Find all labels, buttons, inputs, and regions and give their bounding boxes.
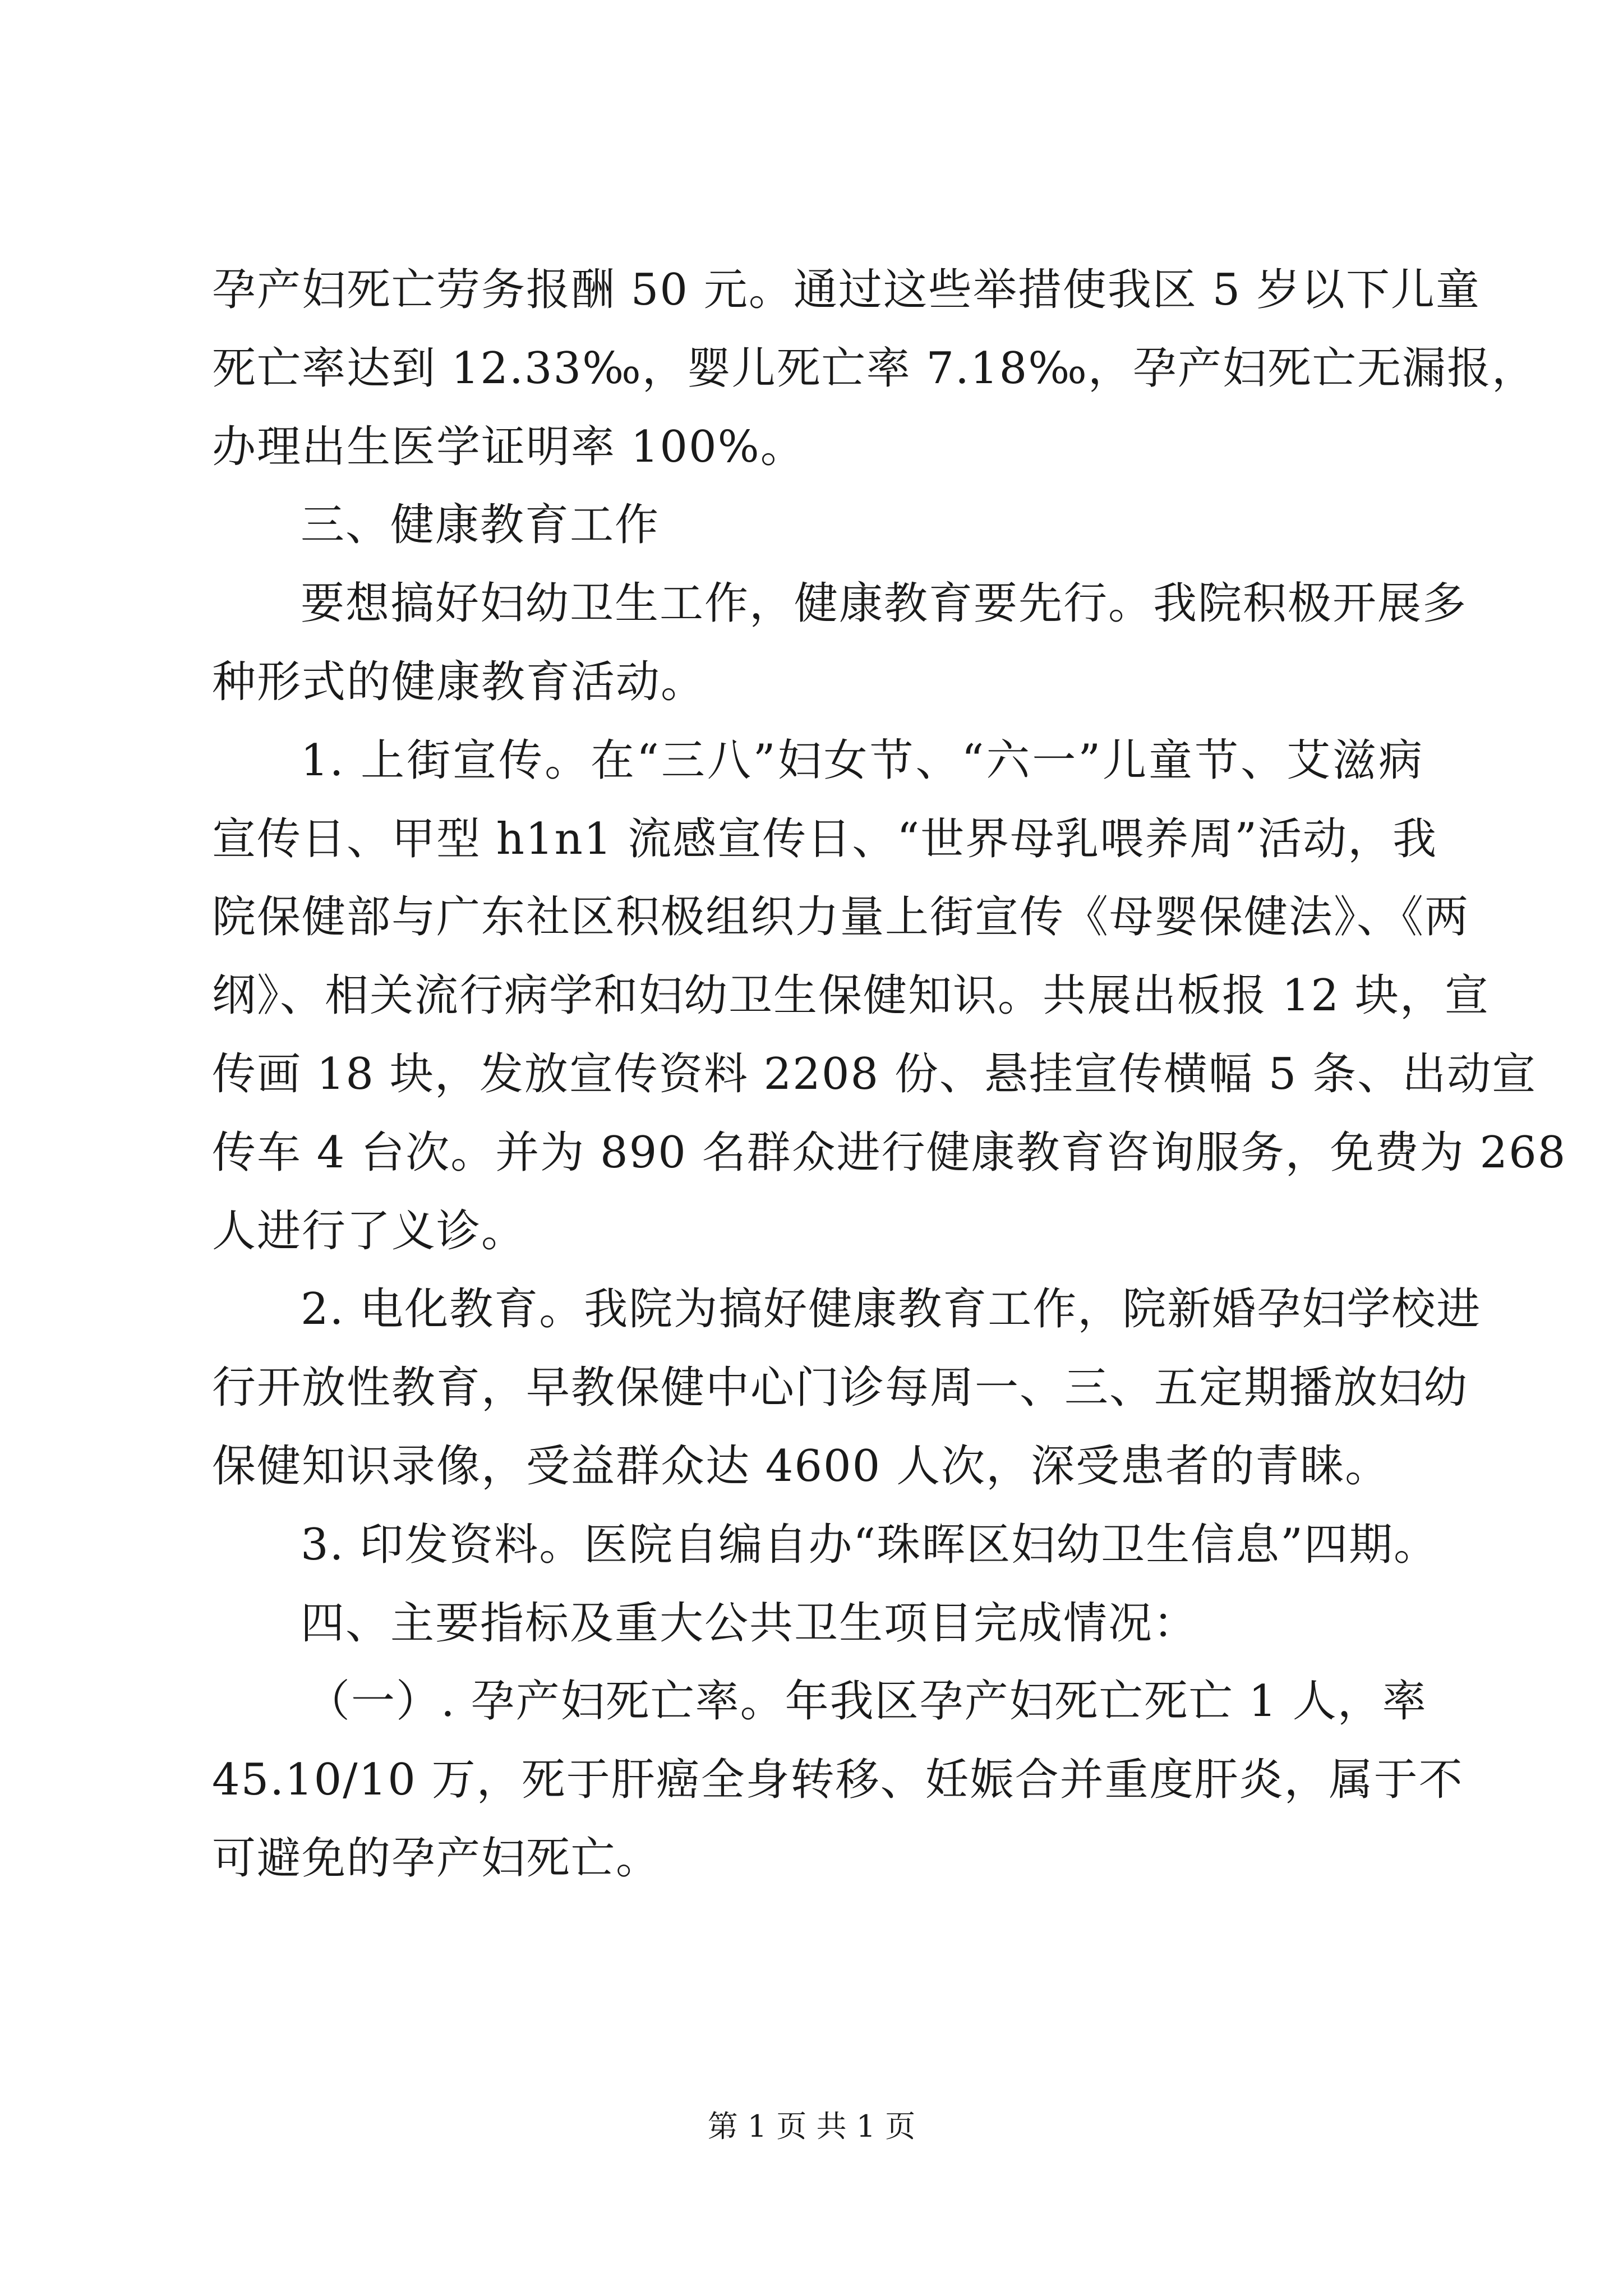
paragraph-line: 3. 印发资料。医院自编自办“珠晖区妇幼卫生信息”四期。 — [301, 1519, 1438, 1570]
paragraph-line: 传画 18 块，发放宣传资料 2208 份、悬挂宣传横幅 5 条、出动宣 — [212, 1048, 1537, 1099]
paragraph-line: 办理出生医学证明率 100%。 — [212, 421, 805, 472]
paragraph-line: 死亡率达到 12.33‰，婴儿死亡率 7.18‰，孕产妇死亡无漏报， — [212, 343, 1537, 394]
paragraph-line: 人进行了义诊。 — [212, 1205, 527, 1257]
paragraph-line: 45.10/10 万，死于肝癌全身转移、妊娠合并重度肝炎，属于不 — [212, 1755, 1464, 1806]
paragraph-line: 保健知识录像，受益群众达 4600 人次，深受患者的青睐。 — [212, 1441, 1390, 1492]
section-heading: 四、主要指标及重大公共卫生项目完成情况： — [301, 1598, 1198, 1649]
paragraph-line: 孕产妇死亡劳务报酬 50 元。通过这些举措使我区 5 岁以下儿童 — [212, 265, 1481, 315]
paragraph-line: 2. 电化教育。我院为搞好健康教育工作，院新婚孕妇学校进 — [301, 1284, 1482, 1335]
paragraph-line: 纲》、相关流行病学和妇幼卫生保健知识。共展出板报 12 块，宣 — [212, 970, 1490, 1022]
paragraph-line: 院保健部与广东社区积极组织力量上街宣传《母婴保健法》、《两 — [212, 892, 1470, 943]
paragraph-line: 要想搞好妇幼卫生工作，健康教育要先行。我院积极开展多 — [301, 578, 1468, 629]
paragraph-line: 行开放性教育，早教保健中心门诊每周一、三、五定期播放妇幼 — [212, 1363, 1469, 1414]
section-heading: 三、健康教育工作 — [301, 500, 660, 551]
document-body — [212, 251, 1567, 1898]
page-footer: 第 1 页 共 1 页 — [707, 2109, 916, 2144]
paragraph-line: 种形式的健康教育活动。 — [212, 656, 706, 707]
paragraph-line: 可避免的孕产妇死亡。 — [212, 1833, 661, 1884]
paragraph-line: （一）. 孕产妇死亡率。年我区孕产妇死亡死亡 1 人，率 — [306, 1676, 1427, 1727]
paragraph-line: 宣传日、甲型 h1n1 流感宣传日、“世界母乳喂养周”活动，我 — [212, 813, 1438, 864]
paragraph-line: 传车 4 台次。并为 890 名群众进行健康教育咨询服务，免费为 268 — [212, 1127, 1567, 1178]
paragraph-line: 1. 上街宣传。在“三八”妇女节、“六一”儿童节、艾滋病 — [301, 735, 1423, 786]
